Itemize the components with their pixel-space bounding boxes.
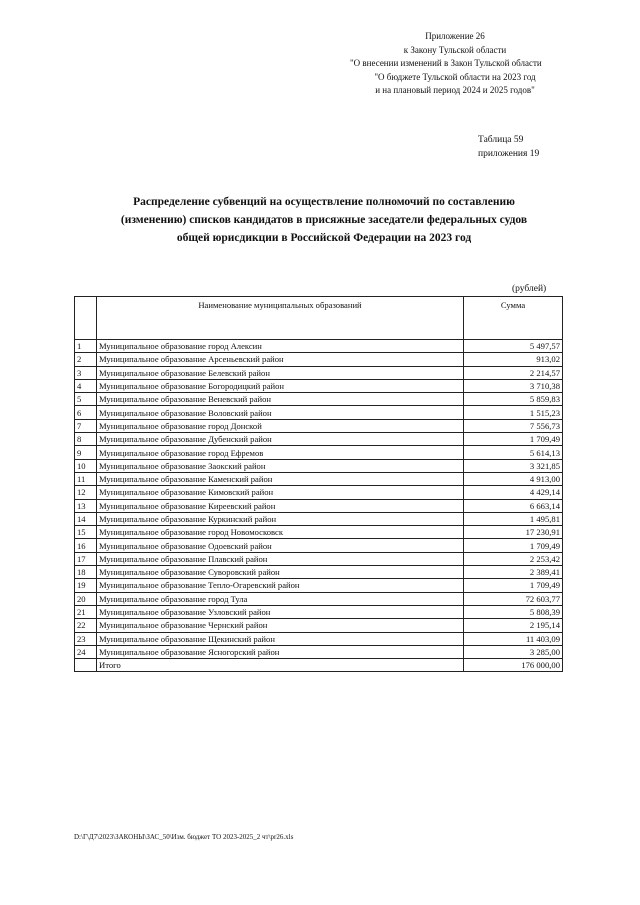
row-name: Муниципальное образование Куркинский район	[97, 512, 464, 525]
table-header-row	[75, 297, 563, 340]
row-number: 10	[75, 459, 97, 472]
row-number: 5	[75, 393, 97, 406]
row-name: Муниципальное образование Чернский район	[97, 619, 464, 632]
row-name: Муниципальное образование Суворовский район	[97, 566, 464, 579]
table-row	[75, 499, 563, 512]
row-sum: 2 253,42	[464, 552, 563, 565]
title-line-2: (изменению) списков кандидатов в присяжные заседатели федеральных судов	[120, 214, 528, 226]
row-number: 9	[75, 446, 97, 459]
row-number: 21	[75, 605, 97, 618]
title-line-3: общей юрисдикции в Российской Федерации на 2023 год	[176, 232, 472, 244]
table-row	[75, 393, 563, 406]
table-row	[75, 340, 563, 353]
row-sum: 1 709,49	[464, 579, 563, 592]
row-number: 13	[75, 499, 97, 512]
total-number-cell	[75, 659, 97, 672]
table-row	[75, 459, 563, 472]
row-sum: 1 709,49	[464, 433, 563, 446]
row-name: Муниципальное образование Ясногорский район	[97, 645, 464, 658]
row-name: Муниципальное образование Дубенский район	[97, 433, 464, 446]
table-row	[75, 512, 563, 525]
row-name: Муниципальное образование Каменский район	[97, 472, 464, 485]
table-reference	[478, 133, 539, 161]
table-row	[75, 619, 563, 632]
row-sum: 6 663,14	[464, 499, 563, 512]
row-sum: 2 214,57	[464, 366, 563, 379]
row-name: Муниципальное образование Одоевский район	[97, 539, 464, 552]
table-ref-line-1: Таблица 59	[478, 135, 524, 145]
row-number: 3	[75, 366, 97, 379]
row-number: 14	[75, 512, 97, 525]
table-row	[75, 605, 563, 618]
row-name: Муниципальное образование Воловский район	[97, 406, 464, 419]
row-name: Муниципальное образование Щекинский район	[97, 632, 464, 645]
table-row	[75, 539, 563, 552]
unit-label: (рублей)	[512, 284, 547, 294]
header-line-5: и на плановый период 2024 и 2025 годов"	[375, 85, 535, 95]
row-name: Муниципальное образование город Донской	[97, 419, 464, 432]
row-number: 11	[75, 472, 97, 485]
header-line-4: "О бюджете Тульской области на 2023 год	[374, 71, 536, 82]
row-number: 1	[75, 340, 97, 353]
table-row	[75, 566, 563, 579]
title-line-1: Распределение субвенций на осуществление полномочий по составлению	[133, 196, 515, 208]
table-row	[75, 632, 563, 645]
table-row	[75, 579, 563, 592]
row-name: Муниципальное образование Тепло-Огаревский район	[97, 579, 464, 592]
row-number: 22	[75, 619, 97, 632]
row-sum: 5 497,57	[464, 340, 563, 353]
table-ref-line-2: приложения 19	[478, 149, 540, 159]
column-header-number	[75, 297, 97, 340]
row-sum: 1 515,23	[464, 406, 563, 419]
table-row	[75, 379, 563, 392]
header-line-3: "О внесении изменений в Закон Тульской области	[350, 58, 542, 68]
row-name: Муниципальное образование Богородицкий район	[97, 379, 464, 392]
total-label: Итого	[97, 659, 464, 672]
table-row	[75, 552, 563, 565]
column-header-sum: Сумма	[464, 297, 563, 340]
table-row	[75, 645, 563, 658]
appendix-header	[350, 30, 560, 98]
row-name: Муниципальное образование Заокский район	[97, 459, 464, 472]
row-sum: 3 285,00	[464, 645, 563, 658]
header-line-1: Приложение 26	[425, 31, 485, 41]
row-sum: 5 614,13	[464, 446, 563, 459]
document-title	[76, 193, 572, 247]
row-name: Муниципальное образование Плавский район	[97, 552, 464, 565]
table-row	[75, 433, 563, 446]
table-row	[75, 406, 563, 419]
row-name: Муниципальное образование город Тула	[97, 592, 464, 605]
row-number: 16	[75, 539, 97, 552]
row-number: 7	[75, 419, 97, 432]
table-row	[75, 366, 563, 379]
row-number: 24	[75, 645, 97, 658]
table-row	[75, 472, 563, 485]
row-sum: 1 495,81	[464, 512, 563, 525]
row-name: Муниципальное образование Узловский район	[97, 605, 464, 618]
row-number: 17	[75, 552, 97, 565]
row-sum: 3 710,38	[464, 379, 563, 392]
total-row	[75, 659, 563, 672]
total-sum: 176 000,00	[464, 659, 563, 672]
row-sum: 11 403,09	[464, 632, 563, 645]
row-sum: 3 321,85	[464, 459, 563, 472]
row-name: Муниципальное образование Арсеньевский район	[97, 353, 464, 366]
row-number: 4	[75, 379, 97, 392]
row-name: Муниципальное образование город Ефремов	[97, 446, 464, 459]
row-sum: 5 859,83	[464, 393, 563, 406]
row-number: 19	[75, 579, 97, 592]
row-number: 8	[75, 433, 97, 446]
row-number: 23	[75, 632, 97, 645]
header-line-2: к Закону Тульской области	[403, 44, 507, 55]
file-path-footer: D:\Г\Д7\2023\ЗАКОНЫ\ЗАС_50\Изм. бюджет ТО 2023-2025_2 чт\pr26.xls	[74, 833, 294, 841]
table-body	[75, 340, 563, 672]
row-sum: 7 556,73	[464, 419, 563, 432]
row-sum: 2 389,41	[464, 566, 563, 579]
row-number: 18	[75, 566, 97, 579]
table-row	[75, 592, 563, 605]
row-sum: 1 709,49	[464, 539, 563, 552]
table-row	[75, 419, 563, 432]
row-name: Муниципальное образование город Новомосковск	[97, 526, 464, 539]
row-name: Муниципальное образование город Алексин	[97, 340, 464, 353]
row-number: 15	[75, 526, 97, 539]
column-header-name: Наименование муниципальных образований	[97, 297, 464, 340]
table-row	[75, 446, 563, 459]
row-number: 6	[75, 406, 97, 419]
row-name: Муниципальное образование Веневский район	[97, 393, 464, 406]
row-sum: 5 808,39	[464, 605, 563, 618]
row-sum: 4 429,14	[464, 486, 563, 499]
row-number: 20	[75, 592, 97, 605]
row-sum: 4 913,00	[464, 472, 563, 485]
table-row	[75, 526, 563, 539]
table-row	[75, 353, 563, 366]
row-name: Муниципальное образование Белевский район	[97, 366, 464, 379]
row-name: Муниципальное образование Кимовский район	[97, 486, 464, 499]
row-number: 2	[75, 353, 97, 366]
row-name: Муниципальное образование Киреевский район	[97, 499, 464, 512]
row-sum: 17 230,91	[464, 526, 563, 539]
row-sum: 72 603,77	[464, 592, 563, 605]
row-sum: 2 195,14	[464, 619, 563, 632]
row-number: 12	[75, 486, 97, 499]
table-row	[75, 486, 563, 499]
subsidy-table	[74, 296, 563, 672]
row-sum: 913,02	[464, 353, 563, 366]
